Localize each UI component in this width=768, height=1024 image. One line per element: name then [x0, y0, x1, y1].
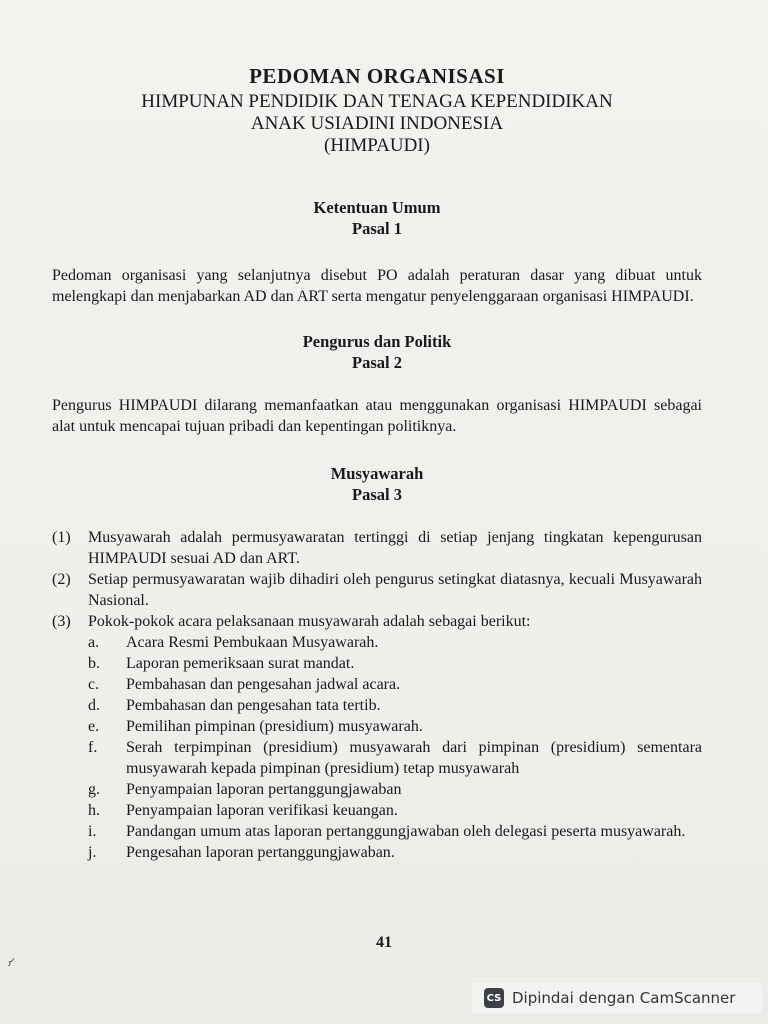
scan-mark-icon: ᴊᐟ [8, 957, 14, 969]
list-letter: f. [88, 739, 98, 756]
list-item [52, 569, 702, 611]
list-text: Acara Resmi Pembukaan Musyawarah. [126, 634, 379, 651]
list-item [88, 632, 702, 653]
list-text: Pokok-pokok acara pelaksanaan musyawarah adalah sebagai berikut: [88, 613, 531, 630]
list-letter: j. [88, 844, 97, 861]
list-letter: e. [88, 718, 100, 735]
list-text: Pemilihan pimpinan (presidium) musyawarah. [126, 718, 423, 735]
section-musyawarah [52, 463, 702, 863]
list-letter: h. [88, 802, 100, 819]
section-pasal: Pasal 2 [352, 353, 402, 372]
subtitle-line: HIMPUNAN PENDIDIK DAN TENAGA KEPENDIDIKAN [141, 91, 613, 112]
list-item [52, 527, 702, 569]
section-heading: Ketentuan Umum [313, 198, 441, 217]
list-number: (1) [52, 529, 71, 546]
section-paragraph: Pedoman organisasi yang selanjutnya disebut PO adalah peraturan dasar yang dibuat untuk melengkapi dan menjabarkan AD dan ART serta mengatur penyelenggaraan organisasi HIMPAUDI. [52, 267, 702, 305]
list-text: Pembahasan dan pengesahan jadwal acara. [126, 676, 401, 693]
list-text: Musyawarah adalah permusyawaratan tertinggi di setiap jenjang tingkatan kepengurusan HIMPAUDI sesuai AD dan ART. [88, 529, 702, 567]
section-heading: Musyawarah [330, 464, 424, 483]
list-item [88, 653, 702, 674]
list-item [88, 674, 702, 695]
section-pengurus-dan-politik [52, 331, 702, 437]
list-number: (3) [52, 613, 71, 630]
subtitle-line: ANAK USIADINI INDONESIA [250, 113, 504, 134]
list-letter: b. [88, 655, 100, 672]
list-number: (2) [52, 571, 71, 588]
list-item [88, 842, 702, 863]
watermark-text: Dipindai dengan CamScanner [512, 989, 736, 1007]
document-title: PEDOMAN ORGANISASI [249, 64, 505, 88]
list-letter: g. [88, 781, 100, 798]
section-ketentuan-umum [52, 197, 702, 307]
list-letter: a. [88, 634, 100, 651]
list-text: Pembahasan dan pengesahan tata tertib. [126, 697, 381, 714]
lettered-list [52, 632, 702, 863]
list-item [88, 779, 702, 800]
camscanner-logo-icon: CS [484, 988, 504, 1008]
list-letter: d. [88, 697, 100, 714]
list-text: Penyampaian laporan pertanggungjawaban [126, 781, 402, 798]
list-text: Laporan pemeriksaan surat mandat. [126, 655, 355, 672]
document-subtitle [52, 91, 702, 157]
list-item [88, 821, 702, 842]
section-pasal: Pasal 3 [352, 485, 402, 504]
section-pasal: Pasal 1 [352, 219, 402, 238]
document-body [52, 64, 702, 863]
list-text: Setiap permusyawaratan wajib dihadiri oleh pengurus setingkat diatasnya, kecuali Musyawarah Nasional. [88, 571, 702, 609]
list-text: Pandangan umum atas laporan pertanggungjawaban oleh delegasi peserta musyawarah. [126, 823, 686, 840]
section-paragraph: Pengurus HIMPAUDI dilarang memanfaatkan atau menggunakan organisasi HIMPAUDI sebagai alat untuk mencapai tujuan pribadi dan kepentingan politiknya. [52, 397, 702, 435]
list-item [88, 695, 702, 716]
numbered-list [52, 527, 702, 632]
camscanner-watermark [472, 983, 762, 1013]
list-item [52, 611, 702, 632]
list-text: Penyampaian laporan verifikasi keuangan. [126, 802, 398, 819]
list-text: Pengesahan laporan pertanggungjawaban. [126, 844, 395, 861]
list-item [88, 800, 702, 821]
section-heading: Pengurus dan Politik [302, 332, 452, 351]
list-letter: i. [88, 823, 97, 840]
subtitle-line: (HIMPAUDI) [324, 135, 430, 156]
list-item [88, 716, 702, 737]
page-number: 41 [376, 934, 392, 951]
list-text: Serah terpimpinan (presidium) musyawarah dari pimpinan (presidium) sementara musyawarah kepada pimpinan (presidium) tetap musyawarah [126, 739, 702, 777]
list-item [88, 737, 702, 779]
list-letter: c. [88, 676, 100, 693]
